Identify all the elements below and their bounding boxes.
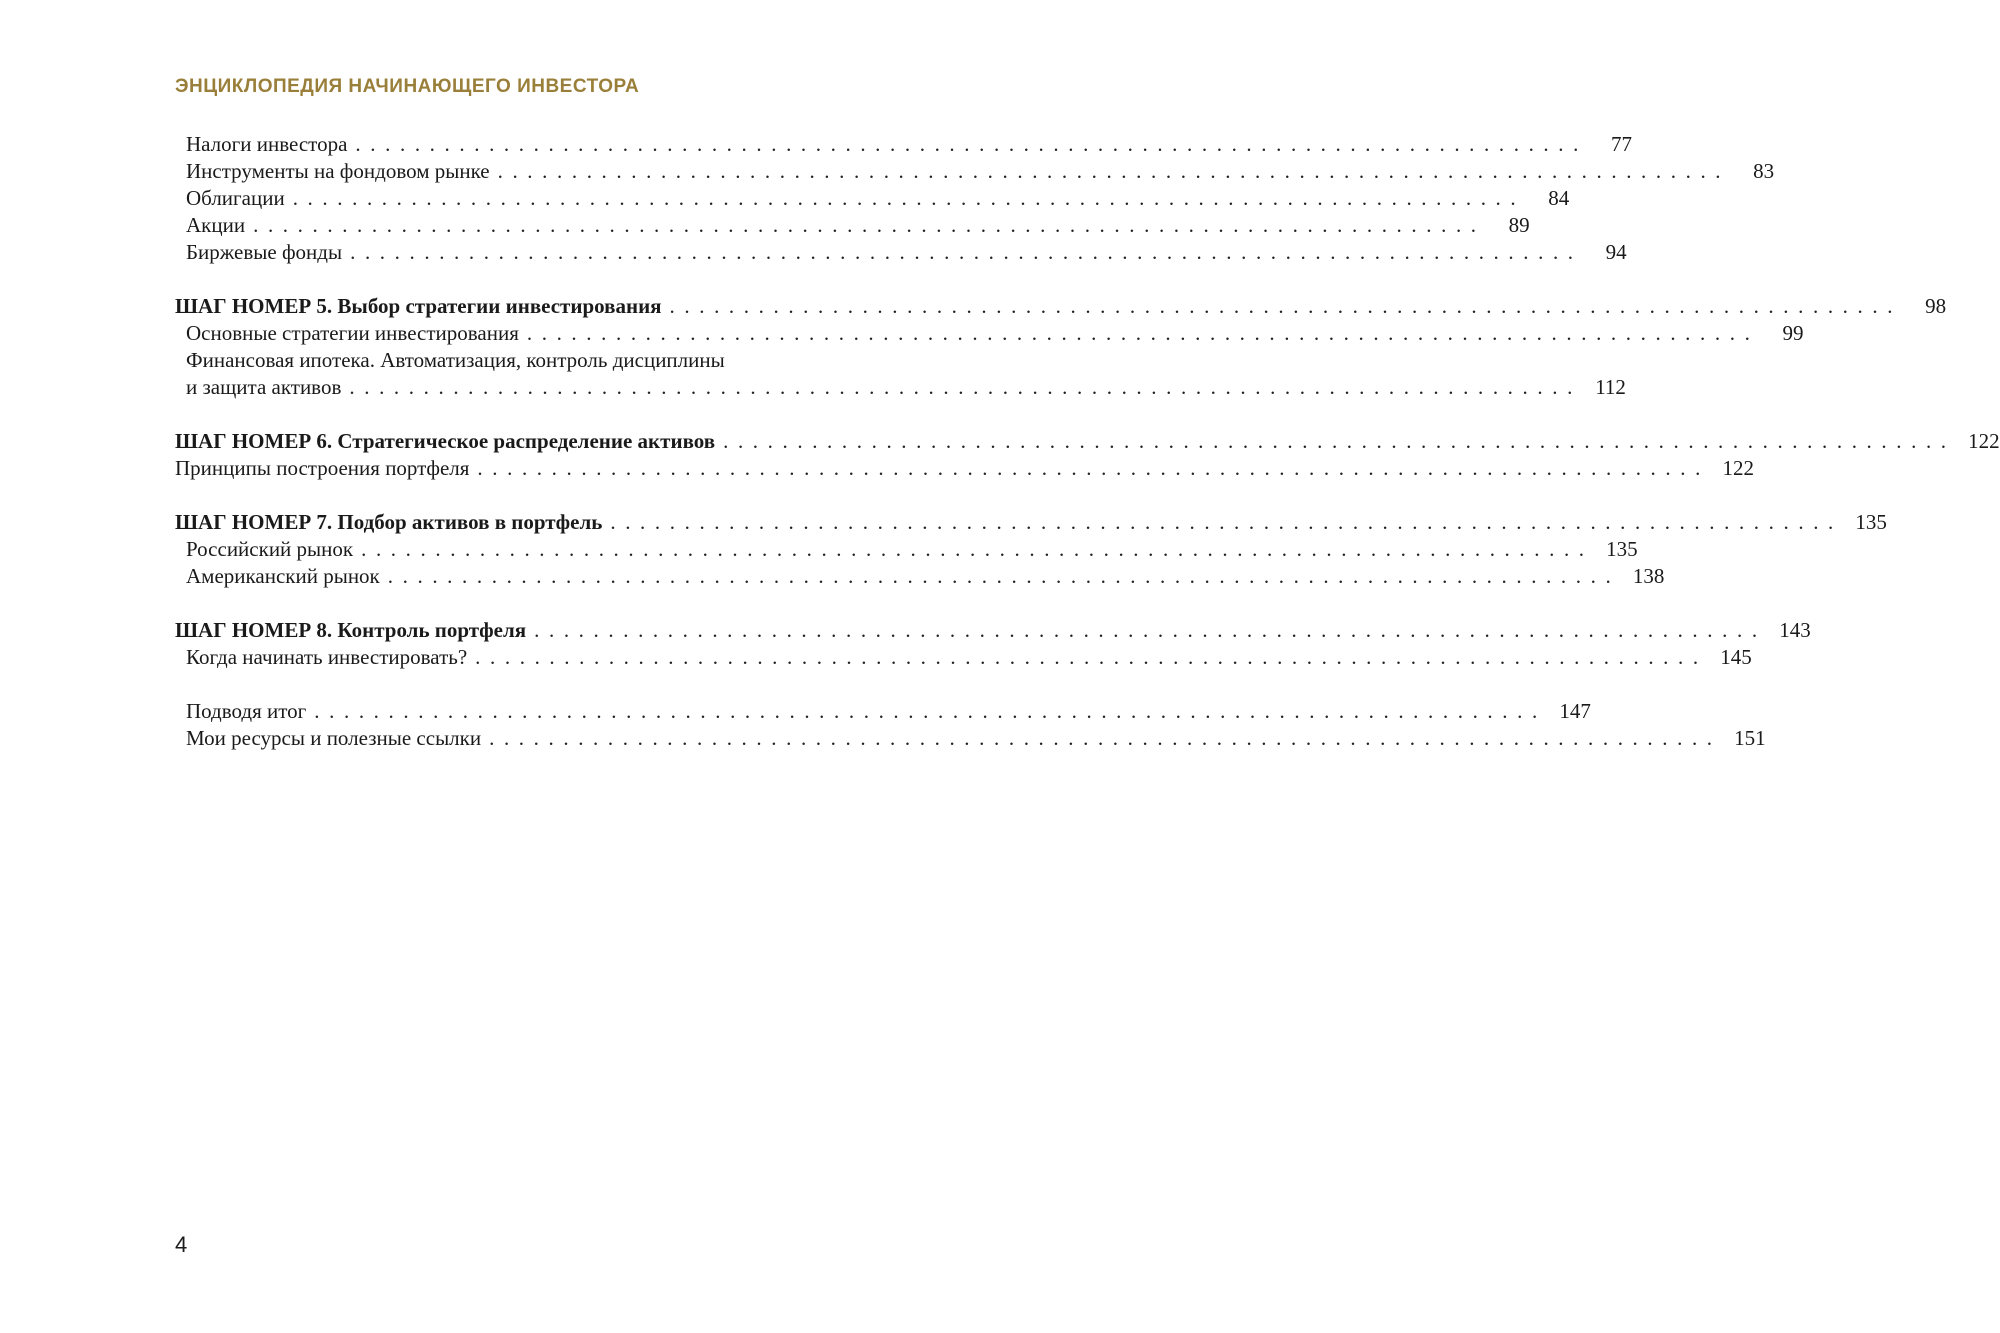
toc-entry[interactable] xyxy=(175,158,1775,185)
toc-leader: ................................................................................... xyxy=(361,537,1594,561)
toc-entry-page: 94 xyxy=(1605,240,1627,264)
toc-leader: ................................................................................... xyxy=(292,186,1526,210)
toc-entry-title: Мои ресурсы и полезные ссылки xyxy=(186,726,482,750)
toc-entry-title: Инструменты на фондовом рынке xyxy=(186,159,490,183)
toc-leader: ................................................................................... xyxy=(475,645,1708,669)
toc-entry-title: Облигации xyxy=(186,186,285,210)
toc-leader: ................................................................................... xyxy=(477,456,1710,480)
toc-entry-page: 138 xyxy=(1632,564,1665,588)
toc-entry-page: 89 xyxy=(1508,213,1530,237)
page-number: 4 xyxy=(175,1232,188,1257)
running-head: ЭНЦИКЛОПЕДИЯ НАЧИНАЮЩЕГО ИНВЕСТОРА xyxy=(175,76,640,97)
toc-entry-title: Биржевые фонды xyxy=(186,240,343,264)
toc-entry-title: Принципы построения портфеля xyxy=(175,456,470,480)
toc-entry[interactable] xyxy=(175,725,1766,752)
toc-entry[interactable] xyxy=(175,644,1752,671)
toc-entry-title: Основные стратегии инвестирования xyxy=(186,321,519,345)
toc-entry[interactable] xyxy=(175,698,1591,725)
toc-entry-title: Американский рынок xyxy=(186,564,380,588)
toc-entry[interactable] xyxy=(175,212,1530,239)
toc-leader: ................................................................................... xyxy=(723,429,1956,453)
toc-entry[interactable] xyxy=(175,563,1665,590)
toc-entry-page: 151 xyxy=(1734,726,1766,750)
toc-leader: ................................................................................... xyxy=(314,699,1547,723)
toc-entry-page: 147 xyxy=(1559,699,1591,723)
toc-entry-title: и защита активов xyxy=(186,375,342,399)
toc-leader: ................................................................................... xyxy=(669,294,1903,318)
toc-entry[interactable] xyxy=(175,374,1626,401)
toc-entry-page: 112 xyxy=(1595,375,1626,399)
toc-entry-title: Подводя итог xyxy=(186,699,307,723)
toc-leader: ................................................................................... xyxy=(253,213,1486,237)
toc-entry[interactable] xyxy=(175,320,1804,347)
toc-entry-title: Когда начинать инвестировать? xyxy=(186,645,468,669)
toc-entry-page: 122 xyxy=(1968,429,2000,453)
toc-entry-title: Акции xyxy=(186,213,246,237)
toc-chapter-entry[interactable] xyxy=(175,509,1887,536)
toc-chapter-entry[interactable] xyxy=(175,293,1947,320)
toc-chapter-entry[interactable] xyxy=(175,428,2000,455)
toc-entry-page: 135 xyxy=(1855,510,1887,534)
toc-chapter-title: ШАГ НОМЕР 6. Стратегическое распределение активов xyxy=(175,429,716,453)
toc-entry-page: 98 xyxy=(1925,294,1947,318)
toc-entry-page: 135 xyxy=(1606,537,1638,561)
table-of-contents xyxy=(175,131,2000,752)
toc-leader: ................................................................................... xyxy=(534,618,1767,642)
toc-entry-page: 145 xyxy=(1720,645,1752,669)
toc-leader: ................................................................................... xyxy=(350,240,1583,264)
toc-leader: ................................................................................... xyxy=(349,375,1582,399)
toc-chapter-title: ШАГ НОМЕР 5. Выбор стратегии инвестирования xyxy=(175,294,662,318)
toc-entry-page: 84 xyxy=(1548,186,1570,210)
toc-entry-page: 77 xyxy=(1610,132,1632,156)
toc-chapter-title: ШАГ НОМЕР 8. Контроль портфеля xyxy=(175,618,527,642)
toc-entry[interactable] xyxy=(175,536,1638,563)
toc-entry-page: 99 xyxy=(1782,321,1804,345)
toc-leader: ................................................................................... xyxy=(387,564,1621,588)
toc-leader: ................................................................................... xyxy=(497,159,1731,183)
toc-chapter-title: ШАГ НОМЕР 7. Подбор активов в портфель xyxy=(175,510,603,534)
toc-leader: ................................................................................... xyxy=(489,726,1722,750)
toc-entry-page: 122 xyxy=(1722,456,1754,480)
toc-leader: ................................................................................... xyxy=(355,132,1588,156)
toc-entry[interactable] xyxy=(175,455,1754,482)
toc-entry-title-line1[interactable]: Финансовая ипотека. Автоматизация, контроль дисциплины xyxy=(186,348,725,372)
toc-entry[interactable] xyxy=(175,131,1632,158)
toc-entry-page: 143 xyxy=(1779,618,1811,642)
toc-entry[interactable] xyxy=(175,185,1570,212)
toc-entry-title: Российский рынок xyxy=(186,537,354,561)
toc-leader: ................................................................................... xyxy=(610,510,1843,534)
toc-chapter-entry[interactable] xyxy=(175,617,1811,644)
toc-entry[interactable] xyxy=(175,239,1627,266)
toc-leader: ................................................................................... xyxy=(526,321,1760,345)
toc-entry-page: 83 xyxy=(1753,159,1775,183)
toc-entry-title: Налоги инвестора xyxy=(186,132,348,156)
